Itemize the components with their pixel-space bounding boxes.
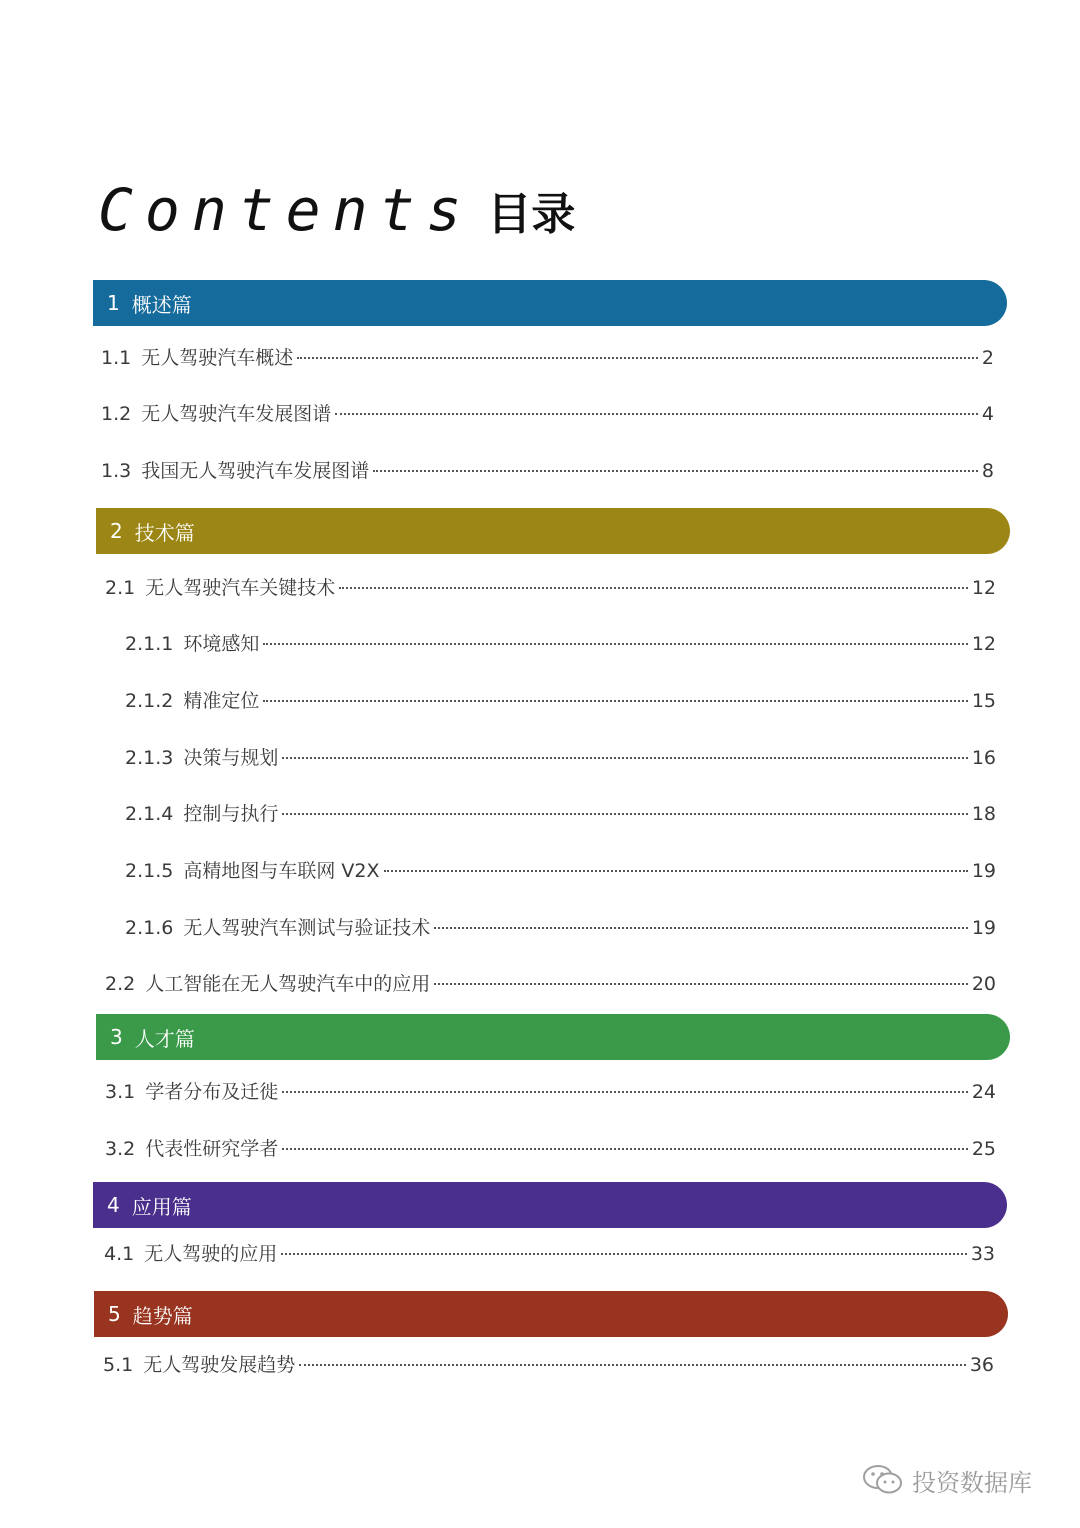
- entry-page: 19: [971, 917, 996, 939]
- toc-entry[interactable]: [103, 1350, 994, 1380]
- watermark-text: 投资数据库: [912, 1468, 1032, 1497]
- entry-page: 2: [981, 347, 994, 369]
- entry-number: 3.1: [105, 1081, 136, 1103]
- entry-label: 代表性研究学者: [145, 1138, 279, 1160]
- entry-page: 4: [981, 403, 994, 425]
- entry-page: 8: [981, 460, 994, 482]
- entry-number: 2.1: [105, 577, 136, 599]
- dot-leader: [282, 1148, 968, 1150]
- entry-label: 无人驾驶汽车概述: [141, 347, 294, 369]
- entry-label: 高精地图与车联网 V2X: [183, 860, 380, 882]
- entry-page: 19: [971, 860, 996, 882]
- toc-entry[interactable]: [125, 799, 996, 829]
- dot-leader: [282, 1091, 968, 1093]
- entry-label: 学者分布及迁徙: [145, 1081, 279, 1103]
- toc-entry[interactable]: [105, 1134, 996, 1164]
- section-band-2[interactable]: [96, 508, 1010, 554]
- entry-page: 20: [971, 973, 996, 995]
- section-band-4[interactable]: [93, 1182, 1007, 1228]
- toc-entry[interactable]: [101, 343, 994, 373]
- toc-entry[interactable]: [101, 399, 994, 429]
- dot-leader: [373, 470, 978, 472]
- entry-number: 2.1.6: [125, 917, 174, 939]
- toc-entry[interactable]: [125, 913, 996, 943]
- entry-label: 人工智能在无人驾驶汽车中的应用: [145, 973, 431, 995]
- entry-number: 2.1.2: [125, 690, 174, 712]
- entry-label: 控制与执行: [183, 803, 279, 825]
- toc-entry[interactable]: [101, 456, 994, 486]
- page-title: [98, 170, 575, 250]
- dot-leader: [434, 983, 968, 985]
- entry-page: 24: [971, 1081, 996, 1103]
- entry-label: 决策与规划: [183, 747, 279, 769]
- entry-number: 4.1: [104, 1243, 135, 1265]
- entry-number: 3.2: [105, 1138, 136, 1160]
- toc-entry[interactable]: [105, 573, 996, 603]
- entry-page: 33: [970, 1243, 995, 1265]
- dot-leader: [299, 1364, 966, 1366]
- entry-label: 无人驾驶发展趋势: [143, 1354, 296, 1376]
- entry-label: 无人驾驶汽车测试与验证技术: [183, 917, 431, 939]
- toc-entry[interactable]: [104, 1239, 995, 1269]
- dot-leader: [339, 587, 968, 589]
- title-chinese: 目录: [487, 189, 576, 240]
- dot-leader: [282, 757, 967, 759]
- entry-page: 16: [971, 747, 996, 769]
- section-label: 应用篇: [131, 1194, 192, 1219]
- title-english: Contents: [98, 176, 474, 244]
- entry-label: 环境感知: [183, 633, 260, 655]
- entry-label: 无人驾驶的应用: [144, 1243, 278, 1265]
- wechat-icon: [862, 1464, 904, 1496]
- dot-leader: [384, 870, 968, 872]
- toc-entry[interactable]: [125, 856, 996, 886]
- watermark: [862, 1460, 1032, 1500]
- entry-label: 我国无人驾驶汽车发展图谱: [141, 460, 370, 482]
- entry-number: 2.1.1: [125, 633, 174, 655]
- section-band-5[interactable]: [94, 1291, 1008, 1337]
- section-number: 1: [107, 291, 120, 315]
- entry-number: 2.1.4: [125, 803, 174, 825]
- toc-entry[interactable]: [125, 629, 996, 659]
- entry-page: 15: [971, 690, 996, 712]
- entry-number: 1.2: [101, 403, 132, 425]
- section-number: 4: [107, 1193, 120, 1217]
- section-label: 人才篇: [134, 1026, 195, 1051]
- entry-label: 精准定位: [183, 690, 260, 712]
- dot-leader: [281, 1253, 967, 1255]
- entry-number: 5.1: [103, 1354, 134, 1376]
- section-label: 技术篇: [134, 520, 195, 545]
- section-label: 概述篇: [131, 292, 192, 317]
- entry-number: 2.1.5: [125, 860, 174, 882]
- toc-entry[interactable]: [125, 686, 996, 716]
- section-band-1[interactable]: [93, 280, 1007, 326]
- section-label: 趋势篇: [132, 1303, 193, 1328]
- dot-leader: [335, 413, 978, 415]
- toc-entry[interactable]: [105, 1077, 996, 1107]
- entry-page: 36: [969, 1354, 994, 1376]
- section-number: 5: [108, 1302, 121, 1326]
- section-number: 2: [110, 519, 123, 543]
- toc-entry[interactable]: [105, 969, 996, 999]
- entry-page: 18: [971, 803, 996, 825]
- dot-leader: [263, 700, 967, 702]
- entry-number: 1.1: [101, 347, 132, 369]
- section-number: 3: [110, 1025, 123, 1049]
- toc-entry[interactable]: [125, 743, 996, 773]
- entry-page: 12: [971, 577, 996, 599]
- entry-page: 12: [971, 633, 996, 655]
- entry-number: 2.1.3: [125, 747, 174, 769]
- entry-label: 无人驾驶汽车关键技术: [145, 577, 336, 599]
- entry-page: 25: [971, 1138, 996, 1160]
- dot-leader: [263, 643, 967, 645]
- entry-label: 无人驾驶汽车发展图谱: [141, 403, 332, 425]
- dot-leader: [282, 813, 967, 815]
- entry-number: 2.2: [105, 973, 136, 995]
- entry-number: 1.3: [101, 460, 132, 482]
- dot-leader: [297, 357, 978, 359]
- dot-leader: [434, 927, 967, 929]
- section-band-3[interactable]: [96, 1014, 1010, 1060]
